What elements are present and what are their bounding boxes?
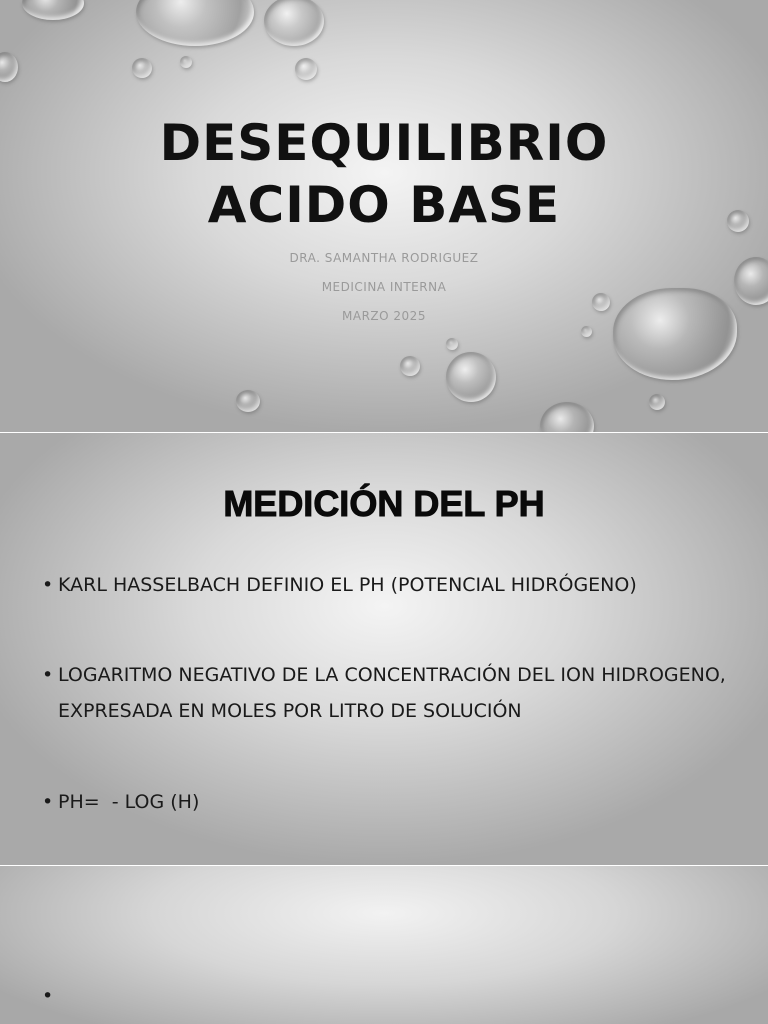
bullet-icon: •	[42, 985, 54, 1007]
author-name: DRA. SAMANTHA RODRIGUEZ	[289, 251, 479, 265]
bullet-item	[42, 657, 738, 729]
bullet-text: KARL HASSELBACH DEFINIO EL PH (POTENCIAL HIDRÓGENO)	[58, 574, 637, 596]
bullet-icon: •	[42, 791, 54, 813]
water-drop-icon	[581, 326, 592, 337]
bullet-text: LOGARITMO NEGATIVO DE LA CONCENTRACIÓN DEL ION HIDROGENO, EXPRESADA EN MOLES POR LITRO DE SOLUCIÓN	[58, 664, 726, 722]
bullet-icon: •	[42, 574, 54, 596]
content-slide	[0, 433, 768, 865]
water-drop-icon	[540, 402, 594, 432]
water-drop-icon	[132, 58, 152, 78]
title-line: ACIDO BASE	[207, 176, 561, 234]
date: MARZO 2025	[342, 309, 426, 323]
water-drop-icon	[295, 58, 317, 80]
water-drop-icon	[400, 356, 420, 376]
water-drop-icon	[236, 390, 260, 412]
slide-title: MEDICIÓN DEL PH	[223, 483, 545, 524]
bullet-text	[58, 978, 738, 1014]
water-drop-icon	[649, 394, 665, 410]
slide-title	[0, 112, 768, 236]
water-drop-icon	[180, 56, 192, 68]
bullet-icon: •	[42, 664, 54, 686]
bullet-item	[42, 784, 738, 820]
department: MEDICINA INTERNA	[321, 280, 447, 294]
water-drop-icon	[264, 0, 324, 46]
water-drop-icon	[22, 0, 84, 20]
bullet-item	[42, 567, 738, 603]
bullet-item	[42, 978, 738, 1014]
water-drop-icon	[0, 52, 18, 82]
title-slide	[0, 0, 768, 432]
water-drop-icon	[613, 288, 737, 380]
title-line: DESEQUILIBRIO	[159, 114, 609, 172]
content-slide	[0, 866, 768, 1024]
water-drop-icon	[446, 352, 496, 402]
water-drop-icon	[446, 338, 458, 350]
water-drop-icon	[136, 0, 254, 46]
bullet-text: PH= - LOG (H)	[58, 791, 200, 813]
